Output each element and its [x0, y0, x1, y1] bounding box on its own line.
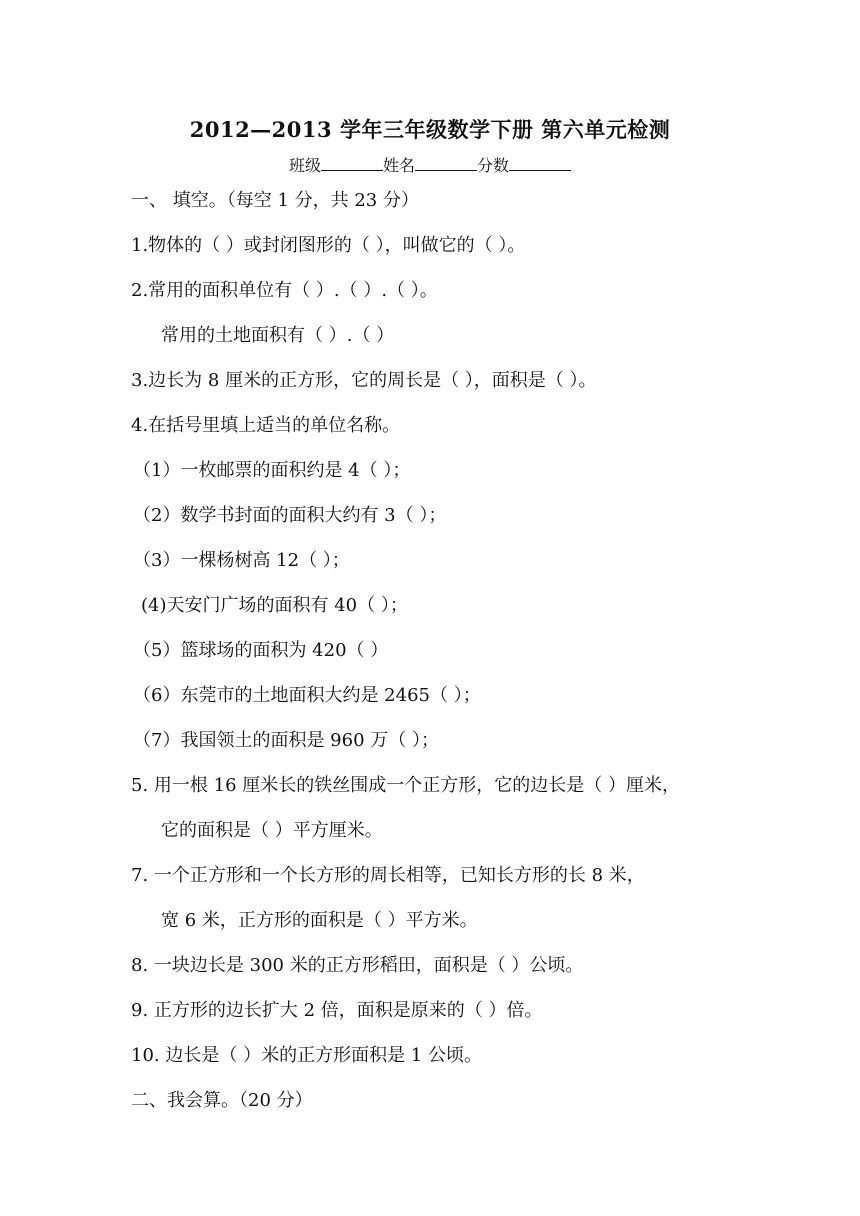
question-2: 2.常用的面积单位有（ ）.（ ）.（ ）。 [131, 280, 438, 301]
question-2-continued: 常用的土地面积有（ ）.（ ） [161, 325, 395, 346]
class-label: 班级 [288, 156, 321, 175]
name-blank[interactable] [415, 156, 477, 171]
question-7: 7. 一个正方形和一个长方形的周长相等，已知长方形的长 8 米， [131, 865, 645, 886]
student-info-row [0, 153, 860, 176]
question-5-continued: 它的面积是（ ）平方厘米。 [161, 820, 383, 841]
section-2-heading: 二、我会算。（20 分） [131, 1090, 313, 1111]
question-5: 5. 用一根 16 厘米长的铁丝围成一个正方形，它的边长是（ ）厘米， [131, 775, 680, 796]
section-1-heading: 一、 填空。（每空 1 分，共 23 分） [131, 190, 419, 211]
question-4-item-2: （2）数学书封面的面积大约有 3（ ）； [133, 505, 447, 526]
question-7-continued: 宽 6 米，正方形的面积是（ ）平方米。 [161, 910, 478, 931]
question-10: 10. 边长是（ ）米的正方形面积是 1 公顷。 [131, 1045, 482, 1066]
question-4-item-5: （5）篮球场的面积为 420（ ） [133, 640, 389, 661]
score-label: 分数 [477, 156, 510, 175]
question-3: 3.边长为 8 厘米的正方形，它的周长是（ ），面积是（ ）。 [131, 370, 597, 391]
score-blank[interactable] [509, 156, 571, 171]
page-title: 2012—2013 学年三年级数学下册 第六单元检测 [189, 117, 671, 142]
question-1: 1.物体的（ ）或封闭图形的（ ），叫做它的（ ）。 [131, 235, 526, 256]
class-blank[interactable] [321, 156, 383, 171]
name-label: 姓名 [382, 156, 415, 175]
question-4-item-6: （6）东莞市的土地面积大约是 2465（ ）； [133, 685, 481, 706]
question-4-item-1: （1）一枚邮票的面积约是 4（ ）； [133, 460, 411, 481]
question-8: 8. 一块边长是 300 米的正方形稻田，面积是（ ）公顷。 [131, 955, 584, 976]
question-4-item-7: （7）我国领土的面积是 960 万（ ）； [133, 730, 439, 751]
question-4-item-4: (4)天安门广场的面积有 40（ ）； [141, 595, 408, 616]
question-4-item-3: （3）一棵杨树高 12（ ）； [133, 550, 350, 571]
question-4: 4.在括号里填上适当的单位名称。 [131, 415, 401, 436]
question-9: 9. 正方形的边长扩大 2 倍，面积是原来的（ ）倍。 [131, 1000, 543, 1021]
